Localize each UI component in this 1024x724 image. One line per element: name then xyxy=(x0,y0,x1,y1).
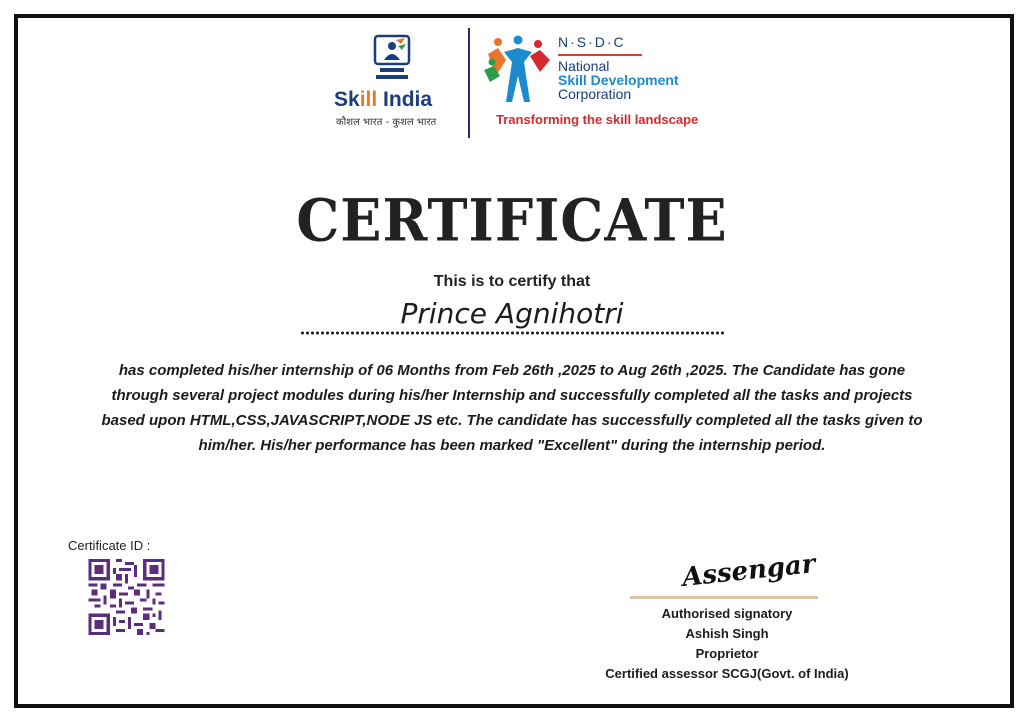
signatory-role: Authorised signatory xyxy=(661,606,793,621)
qr-code-icon xyxy=(88,559,165,635)
certificate-title: CERTIFICATE xyxy=(296,185,728,255)
signatory-credential: Certified assessor SCGJ(Govt. of India) xyxy=(605,666,849,681)
signatory-title: Proprietor xyxy=(695,646,759,661)
nsdc-underline xyxy=(558,54,642,56)
certificate-id-label: Certificate ID : xyxy=(68,538,151,553)
handwritten-signature: Assengar xyxy=(680,549,817,593)
signature-line xyxy=(630,596,818,599)
nsdc-full-name: National Skill Development Corporation xyxy=(558,58,679,102)
recipient-name: Prince Agnihotri xyxy=(400,297,624,330)
signatory-details xyxy=(560,604,894,684)
signatory-name: Ashish Singh xyxy=(685,626,769,641)
nsdc-figures-icon xyxy=(484,32,552,108)
certify-statement: This is to certify that xyxy=(433,273,591,290)
nsdc-abbreviation: N·S·D·C xyxy=(558,34,626,50)
skill-india-hindi-tagline: कौशल भारत - कुशल भारत xyxy=(336,117,437,128)
header-logos xyxy=(300,26,720,141)
certificate-body: has completed his/her internship of 06 Months from Feb 26th ,2025 to Aug 26th ,2025. The Candidate has gone through several project modules during his/her Internship and successfully completed all the tasks and projects based upon HTML,CSS,JAVASCRIPT,NODE JS etc. The candidate has successfully completed all the tasks given to him/her. His/her performance has been marked "Excellent" during the internship period. xyxy=(101,362,923,454)
skill-india-emblem-icon xyxy=(372,34,412,84)
skill-india-wordmark: Skill India xyxy=(334,88,433,111)
logo-divider xyxy=(468,28,470,138)
nsdc-tagline: Transforming the skill landscape xyxy=(496,112,699,127)
name-dotted-line xyxy=(300,330,725,336)
